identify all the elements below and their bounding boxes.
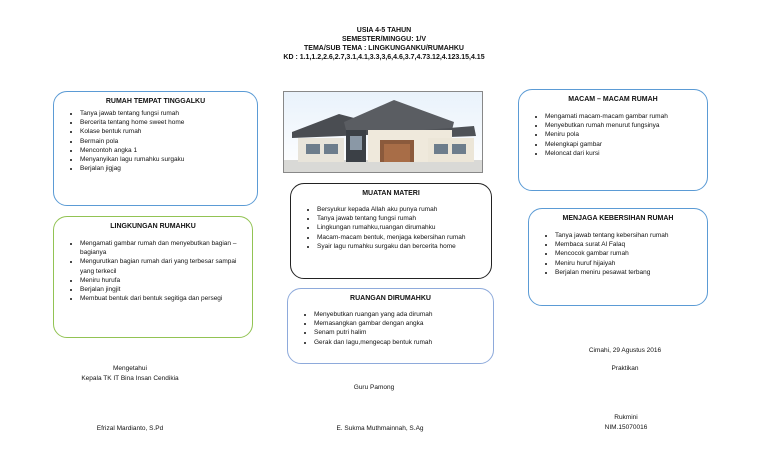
box-muatan-materi xyxy=(290,183,492,279)
praktikan-name-text: Rukmini xyxy=(614,414,638,421)
box-lingkungan-rumahku xyxy=(53,216,253,338)
list-item: • Kolase bentuk rumah xyxy=(80,127,249,136)
list-item: • Berjalan jigjag xyxy=(80,164,249,173)
signature-mengetahui xyxy=(60,364,200,384)
list-item: • Mencocok gambar rumah xyxy=(555,249,699,258)
list-item: • Syair lagu rumahku surgaku dan bercerita home xyxy=(317,242,483,251)
list-item: • Meniru pola xyxy=(545,130,699,139)
list-item: • Gerak dan lagu,mengecap bentuk rumah xyxy=(314,338,485,347)
list-item: • Mengamati gambar rumah dan menyebutkan bagian – bagianya xyxy=(80,239,244,257)
praktikan-nim: NIM.15070016 xyxy=(604,424,648,431)
list-item: • Melengkapi gambar xyxy=(545,140,699,149)
list-item: • Lingkungan rumahku,ruangan dirumahku xyxy=(317,223,483,232)
praktikan-name xyxy=(576,413,676,433)
list-item: • Bercerita tentang home sweet home xyxy=(80,118,249,127)
house-image xyxy=(283,91,483,173)
list-item: • Meloncat dari kursi xyxy=(545,149,699,158)
header-semester: SEMESTER/MINGGU: 1/V xyxy=(341,36,426,43)
list-item: • Macam-macam bentuk, menjaga kebersihan rumah xyxy=(317,233,483,242)
list-item: • Berjalan meniru pesawat terbang xyxy=(555,268,699,277)
box-rumah-tempat-tinggal xyxy=(53,91,258,206)
box-title: MUATAN MATERI xyxy=(362,190,420,197)
list-item: • Menyanyikan lagu rumahku surgaku xyxy=(80,155,249,164)
list-item: • Membuat bentuk dari bentuk segitiga dan persegi xyxy=(80,294,244,303)
header-age: USIA 4-5 TAHUN xyxy=(356,27,412,34)
list-item: • Tanya jawab tentang kebersihan rumah xyxy=(555,231,699,240)
place-date: Cimahi, 29 Agustus 2016 xyxy=(588,347,662,354)
box-title: MENJAGA KEBERSIHAN RUMAH xyxy=(562,215,674,222)
guru-pamong-label: Guru Pamong xyxy=(353,384,395,391)
praktikan-label: Praktikan xyxy=(611,365,639,372)
list-item: • Memasangkan gambar dengan angka xyxy=(314,319,485,328)
kepala-name: Efrizal Mardianto, S.Pd xyxy=(96,425,164,432)
box-title: MACAM – MACAM RUMAH xyxy=(568,96,658,103)
list-item: • Membaca surat Al Falaq xyxy=(555,240,699,249)
box-title: RUMAH TEMPAT TINGGALKU xyxy=(105,98,206,105)
header-kd: KD : 1.1,1.2,2.6,2.7,3.1,4.1,3.3,3,6,4.6,3.7,4.73.12,4.123.15,4.15 xyxy=(283,54,485,61)
box-macam-rumah xyxy=(518,89,708,191)
box-menjaga-kebersihan xyxy=(528,208,708,306)
list-item: • Tanya jawab tentang fungsi rumah xyxy=(317,214,483,223)
list-item: • Meniru hurufa xyxy=(80,276,244,285)
list-item: • Mengurutkan bagian rumah dari yang terbesar sampai yang terkecil xyxy=(80,257,244,275)
guru-pamong-name: E. Sukma Muthmainnah, S.Ag xyxy=(336,425,424,432)
box-title: LINGKUNGAN RUMAHKU xyxy=(110,223,196,230)
header-theme: TEMA/SUB TEMA : LINGKUNGANKU/RUMAHKU xyxy=(304,45,464,52)
list-item: • Meniru huruf hijaiyah xyxy=(555,259,699,268)
list-item: • Tanya jawab tentang fungsi rumah xyxy=(80,109,249,118)
mengetahui-label: Mengetahui xyxy=(113,365,147,372)
list-item: • Bersyukur kepada Allah aku punya rumah xyxy=(317,205,483,214)
list-item: • Bermain pola xyxy=(80,137,249,146)
list-item: • Berjalan jingjit xyxy=(80,285,244,294)
box-title: RUANGAN DIRUMAHKU xyxy=(350,295,431,302)
kepala-label: Kepala TK IT Bina Insan Cendikia xyxy=(81,375,179,382)
list-item: • Mencontoh angka 1 xyxy=(80,146,249,155)
list-item: • Menyebutkan ruangan yang ada dirumah xyxy=(314,310,485,319)
list-item: • Menyebutkan rumah menurut fungsinya xyxy=(545,121,699,130)
list-item: • Mengamati macam-macam gambar rumah xyxy=(545,112,699,121)
list-item: • Senam putri halim xyxy=(314,328,485,337)
box-ruangan-dirumahku xyxy=(287,288,494,364)
